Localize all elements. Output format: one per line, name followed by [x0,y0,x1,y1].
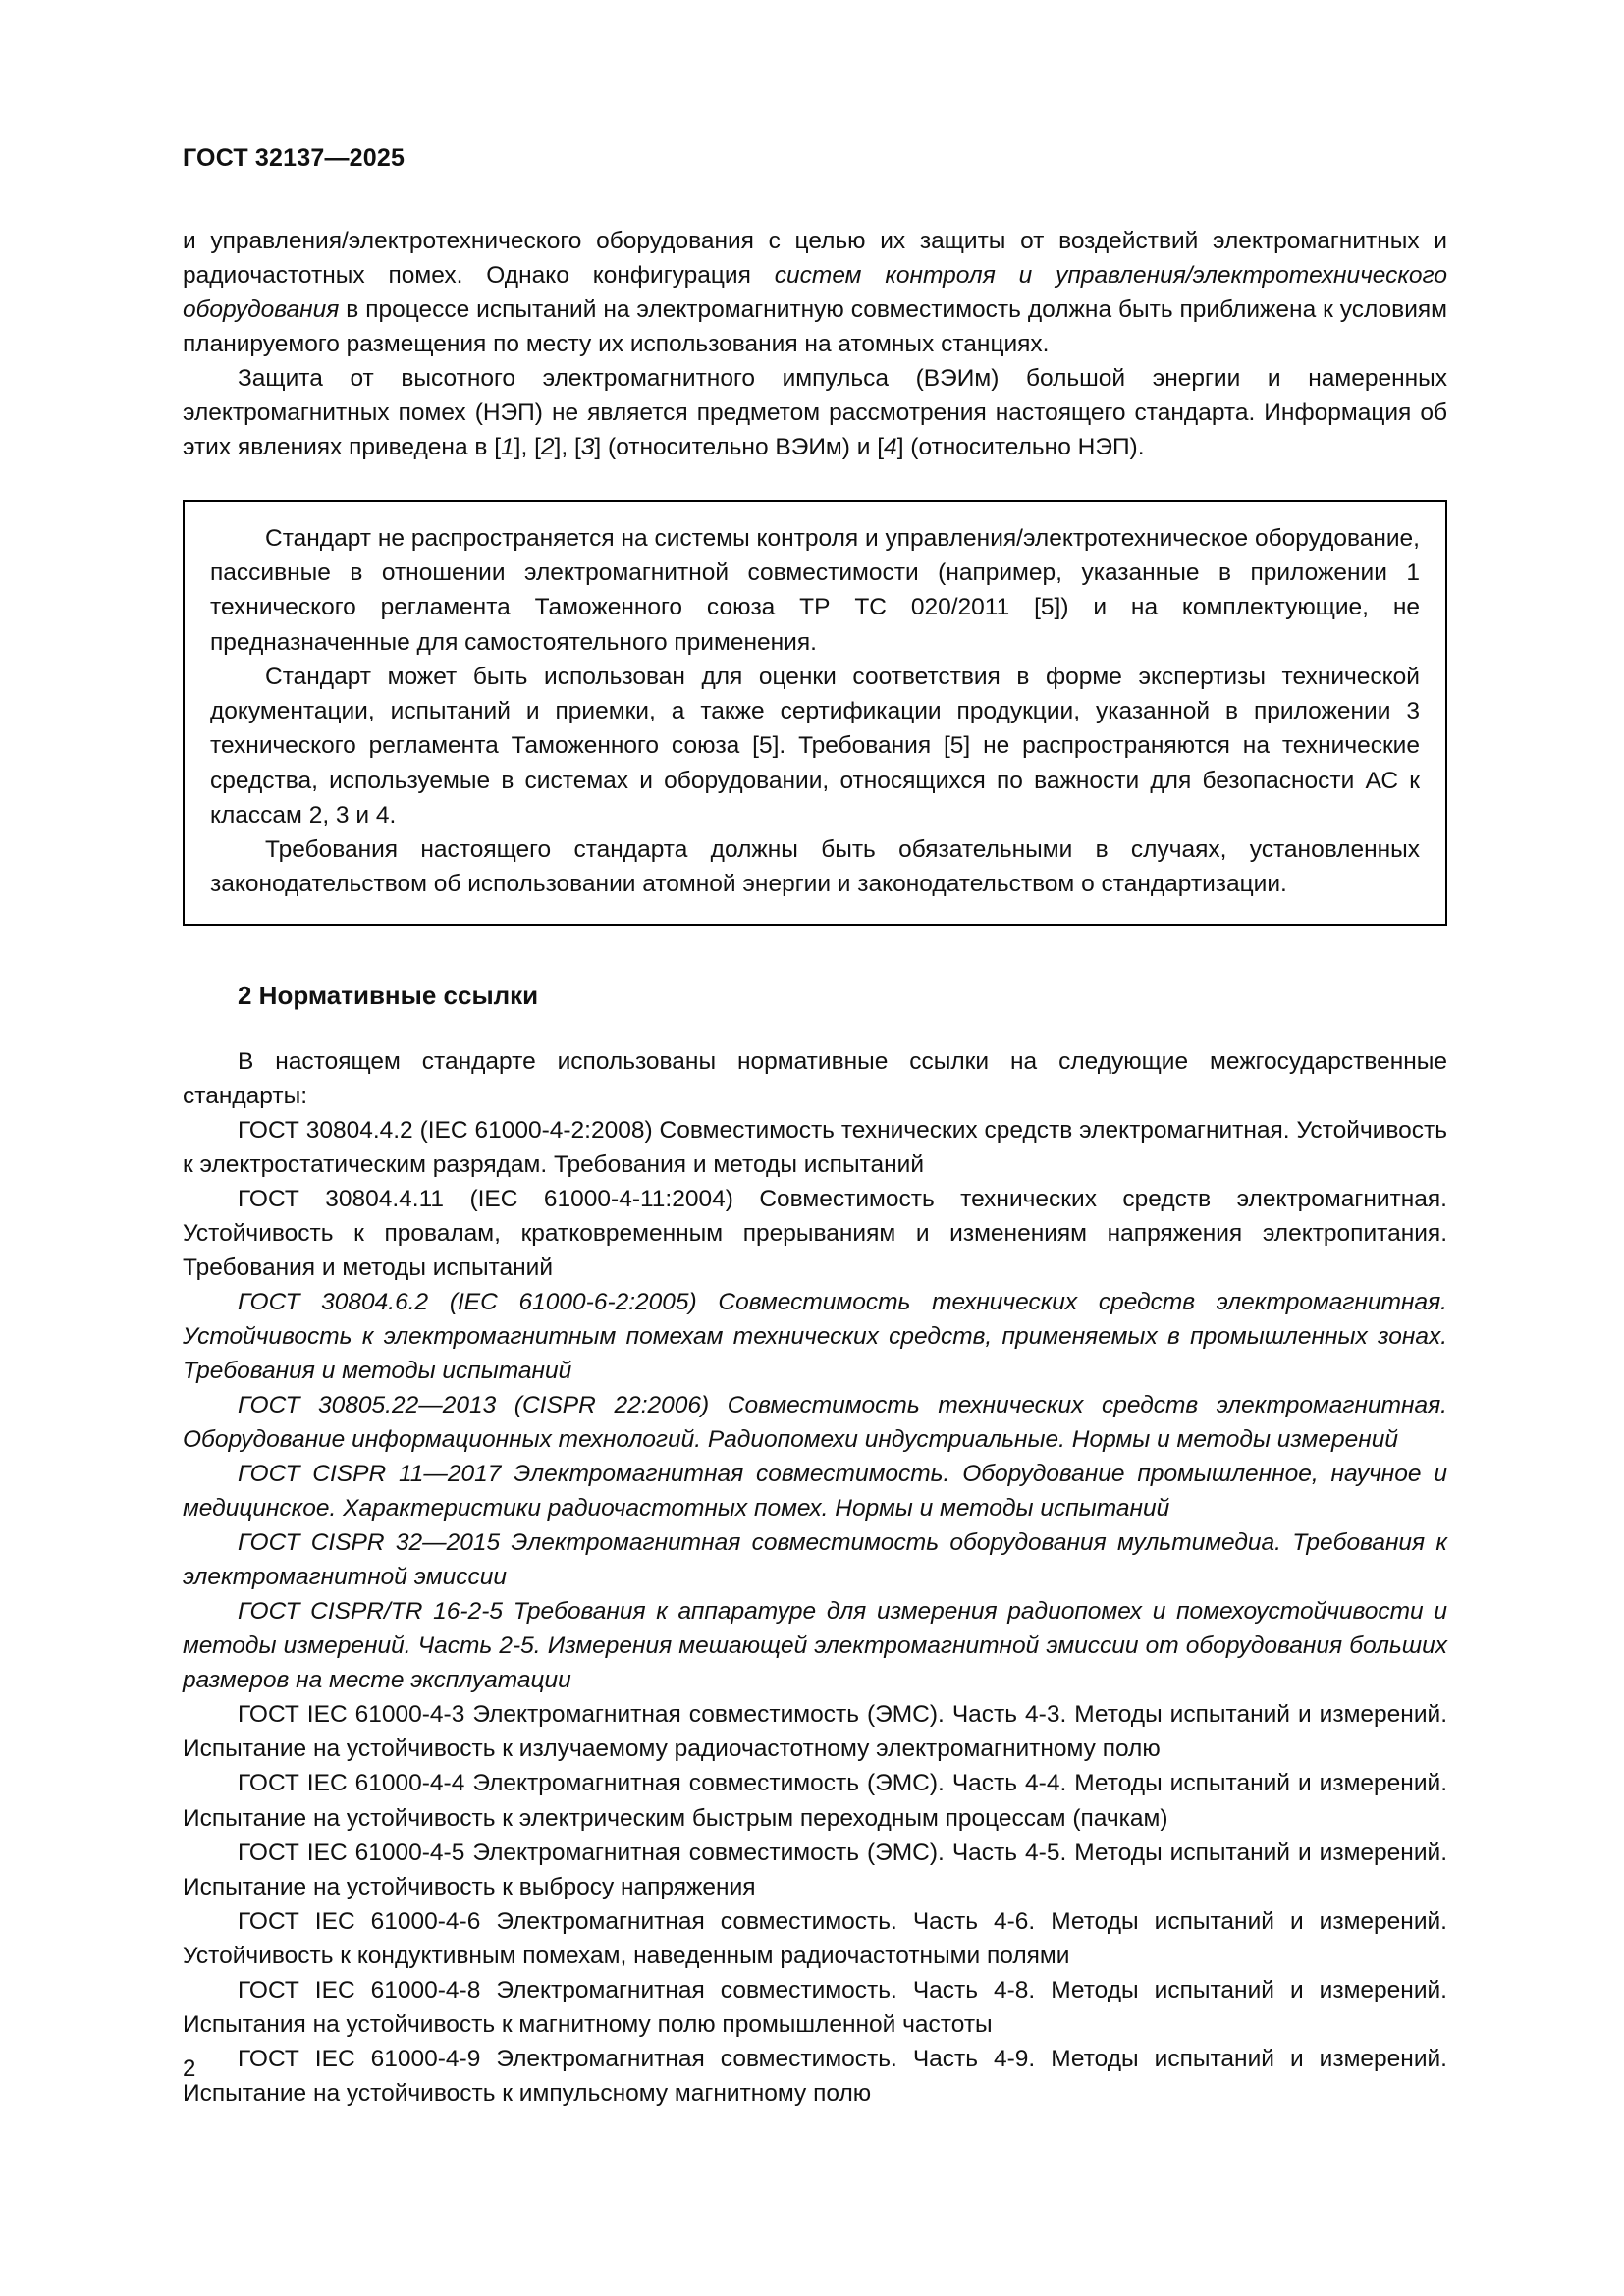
intro-p1-text-b: в процессе испытаний на электромагнитную совместимость должна быть приближена к условиям планируемого размещения по месту их использования на атомных станциях. [183,295,1447,357]
section-heading-normative-references: 2 Нормативные ссылки [238,980,539,1010]
reference-marker-3: 3 [580,433,595,460]
reference-item: ГОСТ 30804.4.11 (IEC 61000-4-11:2004) Совместимость технических средств электромагнитная. Устойчивость к провалам, кратковременным прерываниям и изменениям напряжения электропитания. Требования и методы испытаний [183,1185,1447,1282]
scope-box-paragraph-1: Стандарт не распространяется на системы контроля и управления/электротехническое оборудование, пассивные в отношении электромагнитной совместимости (например, указанные в приложении 1 технического регламента Таможенного союза ТР ТС 020/2011 [5]) и на комплектующие, не предназначенные для самостоятельного применения. [210,524,1420,656]
scope-note-box [183,500,1447,926]
reference-item: ГОСТ IEC 61000-4-6 Электромагнитная совместимость. Часть 4-6. Методы испытаний и измерений. Устойчивость к кондуктивным помехам, наведенным радиочастотными полями [183,1907,1447,1969]
reference-marker-2: 2 [540,433,555,460]
reference-item: ГОСТ 30805.22—2013 (CISPR 22:2006) Совместимость технических средств электромагнитная. Оборудование информационных технологий. Радиопомехи индустриальные. Нормы и методы измерений [183,1392,1447,1454]
reference-item: ГОСТ IEC 61000-4-3 Электромагнитная совместимость (ЭМС). Часть 4-3. Методы испытаний и измерений. Испытание на устойчивость к излучаемому радиочастотному электромагнитному полю [183,1701,1447,1763]
reference-item: ГОСТ 30804.4.2 (IEC 61000-4-2:2008) Совместимость технических средств электромагнитная. Устойчивость к электростатическим разрядам. Требования и методы испытаний [183,1116,1447,1178]
reference-marker-4: 4 [884,433,897,460]
reference-item: ГОСТ IEC 61000-4-9 Электромагнитная совместимость. Часть 4-9. Методы испытаний и измерений. Испытание на устойчивость к импульсному магнитному полю [183,2045,1447,2107]
intro-paragraph-2 [183,361,1447,464]
intro-p2-text-a: Защита от высотного электромагнитного импульса (ВЭИм) большой энергии и намеренных электромагнитных помех (НЭП) не является предметом рассмотрения настоящего стандарта. Информация об этих явлениях приведена в [ [183,364,1447,460]
intro-p1-italic-term: систем контроля и управления/электротехнического оборудования [183,261,1447,323]
page-content [183,145,1447,2110]
intro-p2-text-e: ] (относительно НЭП). [896,433,1145,460]
reference-item: ГОСТ 30804.6.2 (IEC 61000-6-2:2005) Совместимость технических средств электромагнитная. Устойчивость к электромагнитным помехам технических средств, применяемых в промышленных зонах. Требования и методы испытаний [183,1289,1447,1385]
intro-p2-text-d: ] (относительно ВЭИм) и [ [594,433,885,460]
reference-item: ГОСТ CISPR/TR 16-2-5 Требования к аппаратуре для измерения радиопомех и помехоустойчивости и методы измерений. Часть 2-5. Измерения мешающей электромагнитной эмиссии от оборудования больших размеров на месте эксплуатации [183,1598,1447,1694]
intro-p2-text-c: ], [ [554,433,581,460]
normative-references-lead: В настоящем стандарте использованы нормативные ссылки на следующие межгосударственные стандарты: [183,1047,1447,1109]
reference-item: ГОСТ CISPR 32—2015 Электромагнитная совместимость оборудования мультимедиа. Требования к электромагнитной эмиссии [183,1529,1447,1591]
intro-p2-text-b: ], [ [514,433,541,460]
intro-p1-text-a: и управления/электротехнического оборудования с целью их защиты от воздействий электромагнитных и радиочастотных помех. Однако конфигурация [183,227,1447,289]
reference-item: ГОСТ IEC 61000-4-5 Электромагнитная совместимость (ЭМС). Часть 4-5. Методы испытаний и измерений. Испытание на устойчивость к выбросу напряжения [183,1839,1447,1900]
reference-item: ГОСТ CISPR 11—2017 Электромагнитная совместимость. Оборудование промышленное, научное и медицинское. Характеристики радиочастотных помех. Нормы и методы испытаний [183,1461,1447,1522]
document-header: ГОСТ 32137—2025 [183,144,406,172]
normative-references-list [183,1044,1447,2110]
reference-marker-1: 1 [501,433,514,460]
intro-paragraph-1 [183,224,1447,361]
reference-item: ГОСТ IEC 61000-4-4 Электромагнитная совместимость (ЭМС). Часть 4-4. Методы испытаний и измерений. Испытание на устойчивость к электрическим быстрым переходным процессам (пачкам) [183,1770,1447,1832]
reference-item: ГОСТ IEC 61000-4-8 Электромагнитная совместимость. Часть 4-8. Методы испытаний и измерений. Испытания на устойчивость к магнитному полю промышленной частоты [183,1976,1447,2038]
page-number: 2 [183,2056,196,2082]
scope-box-paragraph-3: Требования настоящего стандарта должны быть обязательными в случаях, установленных законодательством об использовании атомной энергии и законодательством о стандартизации. [210,836,1420,898]
scope-box-paragraph-2: Стандарт может быть использован для оценки соответствия в форме экспертизы технической документации, испытаний и приемки, а также сертификации продукции, указанной в приложении 3 технического регламента Таможенного союза [5]. Требования [5] не распространяются на технические средства, используемые в системах и оборудовании, относящихся по важности для безопасности АС к классам 2, 3 и 4. [210,663,1420,828]
